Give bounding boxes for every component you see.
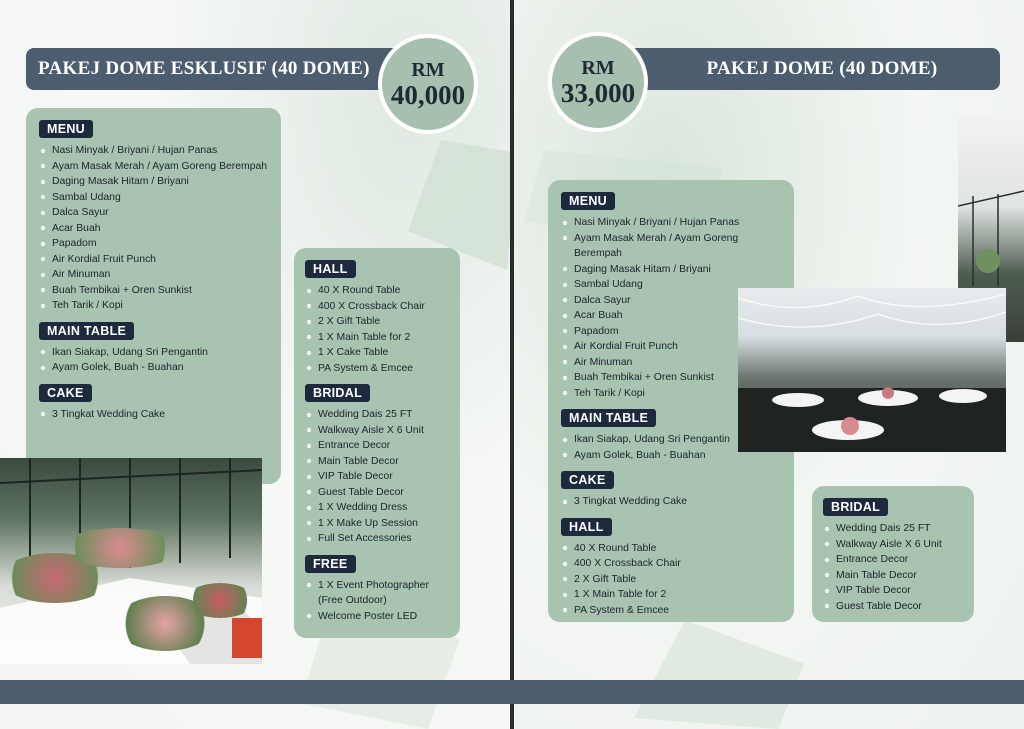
list-item: 1 X Main Table for 2 [562,587,784,603]
list-item: Air Kordial Fruit Punch [40,252,271,268]
flower-arrangement [185,583,255,618]
hall-bridal-panel [294,248,460,638]
section-label-hall: HALL [305,260,356,278]
list-item: Main Table Decor [306,454,450,470]
list-item: Entrance Decor [306,438,450,454]
list-item: Air Minuman [40,267,271,283]
list-item: Nasi Minyak / Briyani / Hujan Panas [562,215,784,231]
section-label-main-table: MAIN TABLE [561,409,656,427]
list-item: Acar Buah [562,308,784,324]
list-item: 1 X Wedding Dress [306,500,450,516]
list-item: Ayam Golek, Buah - Buahan [40,360,271,376]
package-title: PAKEJ DOME ESKLUSIF (40 DOME) [26,48,416,90]
list-item: Nasi Minyak / Briyani / Hujan Panas [40,143,271,159]
section-label-cake: CAKE [561,471,614,489]
list-item: Entrance Decor [824,552,964,568]
list-item: 3 Tingkat Wedding Cake [40,407,271,423]
list-item: Acar Buah [40,221,271,237]
price-currency: RM [411,58,445,81]
list-item: Guest Table Decor [824,599,964,615]
price-amount: 40,000 [390,79,466,110]
list-item: Walkway Aisle X 6 Unit [306,423,450,439]
package-title: PAKEJ DOME (40 DOME) [624,48,1000,90]
decorative-leaf-shape [634,620,804,729]
list-item: Teh Tarik / Kopi [562,386,784,402]
list-item: Sambal Udang [562,277,784,293]
list-item: Welcome Poster LED [306,609,450,625]
price-badge [548,32,648,132]
menu-list [40,143,271,314]
list-item: Walkway Aisle X 6 Unit [824,537,964,553]
hall-list [306,283,450,376]
venue-photo-dome-hall [738,288,1006,452]
list-item: Ayam Golek, Buah - Buahan [562,448,784,464]
cake-list [562,494,784,510]
list-item: Ayam Masak Merah / Ayam Goreng Berempah [562,231,784,262]
bridal-panel [812,486,974,622]
price-currency: RM [581,56,615,79]
section-label-hall: HALL [561,518,612,536]
list-item: Daging Masak Hitam / Briyani [40,174,271,190]
list-item: 400 X Crossback Chair [562,556,784,572]
hall-interior-lines [738,288,1006,452]
list-item: 40 X Round Table [306,283,450,299]
list-item: PA System & Emcee [562,603,784,619]
footer-bar [0,680,1024,704]
list-item: Daging Masak Hitam / Briyani [562,262,784,278]
list-item: Wedding Dais 25 FT [306,407,450,423]
list-item: Buah Tembikai + Oren Sunkist [562,370,784,386]
list-item: 1 X Event Photographer (Free Outdoor) [306,578,450,609]
list-item: 1 X Make Up Session [306,516,450,532]
list-item: PA System & Emcee [306,361,450,377]
main-table-list [40,345,271,376]
section-label-menu: MENU [561,192,615,210]
list-item: 1 X Cake Table [306,345,450,361]
list-item: 400 X Crossback Chair [306,299,450,315]
list-item: Wedding Dais 25 FT [824,521,964,537]
list-item: Papadom [40,236,271,252]
list-item: 40 X Round Table [562,541,784,557]
bridal-list [824,521,964,614]
section-label-free: FREE [305,555,356,573]
menu-panel [26,108,281,484]
price-badge [378,34,478,134]
list-item: Main Table Decor [824,568,964,584]
cake-list [40,407,271,423]
list-item: Buah Tembikai + Oren Sunkist [40,283,271,299]
free-list [306,578,450,625]
section-label-main-table: MAIN TABLE [39,322,134,340]
list-item: Papadom [562,324,784,340]
bridal-list [306,407,450,547]
list-item: Ikan Siakap, Udang Sri Pengantin [40,345,271,361]
list-item: 3 Tingkat Wedding Cake [562,494,784,510]
list-item: Air Kordial Fruit Punch [562,339,784,355]
list-item: Full Set Accessories [306,531,450,547]
list-item: Ikan Siakap, Udang Sri Pengantin [562,432,784,448]
list-item: VIP Table Decor [824,583,964,599]
price-amount: 33,000 [560,77,636,108]
hall-list [562,541,784,619]
list-item: Sambal Udang [40,190,271,206]
list-item: 1 X Main Table for 2 [306,330,450,346]
list-item: VIP Table Decor [306,469,450,485]
section-label-menu: MENU [39,120,93,138]
list-item: Teh Tarik / Kopi [40,298,271,314]
list-item: 2 X Gift Table [306,314,450,330]
list-item: Dalca Sayur [40,205,271,221]
list-item: Dalca Sayur [562,293,784,309]
section-label-bridal: BRIDAL [823,498,888,516]
venue-photo-dome-dais [0,458,262,664]
flower-arrangement [60,528,180,568]
list-item: Guest Table Decor [306,485,450,501]
section-label-bridal: BRIDAL [305,384,370,402]
list-item: Ayam Masak Merah / Ayam Goreng Berempah [40,159,271,175]
section-label-cake: CAKE [39,384,92,402]
left-page [0,0,510,729]
list-item: 2 X Gift Table [562,572,784,588]
list-item: Air Minuman [562,355,784,371]
